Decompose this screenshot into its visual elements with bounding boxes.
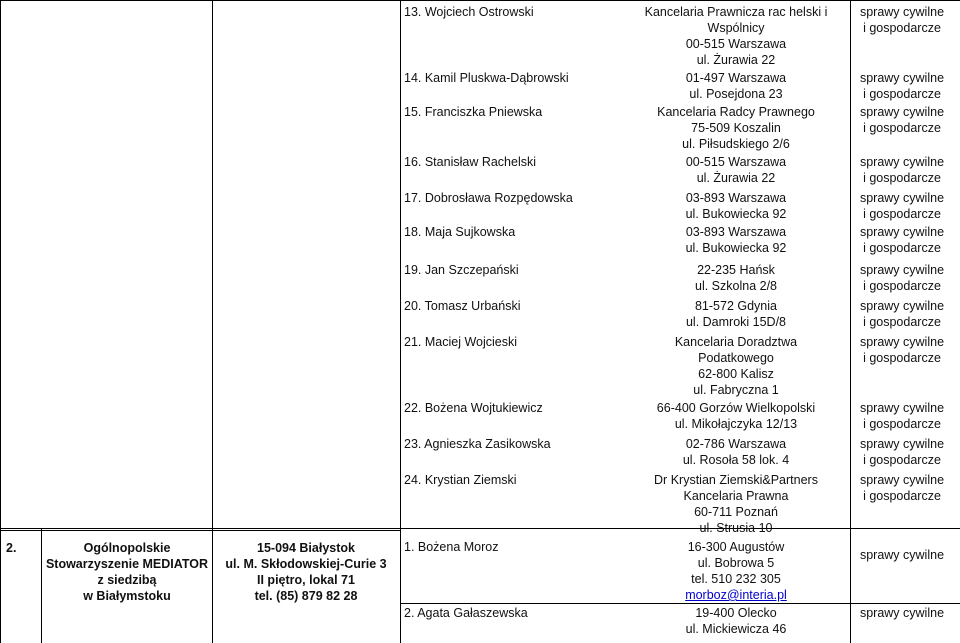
mediator-name: 16. Stanisław Rachelski xyxy=(404,155,537,169)
mediator-address-line: 62-800 Kalisz xyxy=(698,367,774,381)
column-divider-2 xyxy=(41,528,42,643)
org-address-line: 15-094 Białystok xyxy=(257,541,355,555)
org-name-line: Ogólnopolskie xyxy=(83,541,171,555)
mediator-address-line: Dr Krystian Ziemski&Partners xyxy=(654,473,818,487)
mediator-name: 17. Dobrosława Rozpędowska xyxy=(404,191,573,205)
mediator-scope-line: i gospodarcze xyxy=(863,171,941,185)
mediator-address-line: ul. Szkolna 2/8 xyxy=(695,279,777,293)
mediator-name: 15. Franciszka Pniewska xyxy=(404,105,543,119)
mediator-scope-line: i gospodarcze xyxy=(863,21,941,35)
org-name-line: w Białymstoku xyxy=(83,589,171,603)
mediator-address-line: 75-509 Koszalin xyxy=(691,121,781,135)
mediator-scope-line: sprawy cywilne xyxy=(859,5,945,19)
mediator-address-line: ul. Bukowiecka 92 xyxy=(685,241,787,255)
mediator-address-line: ul. Żurawia 22 xyxy=(696,53,776,67)
mediator-address-line: tel. 510 232 305 xyxy=(691,572,781,586)
org-address-line: ul. M. Skłodowskiej-Curie 3 xyxy=(225,557,387,571)
column-divider-1 xyxy=(0,0,1,643)
mediator-scope-line: sprawy cywilne xyxy=(859,548,945,562)
mediator-address-line: 16-300 Augustów xyxy=(687,540,785,554)
divider-row-1 xyxy=(400,603,960,604)
org-name-line: Stowarzyszenie MEDIATOR xyxy=(45,557,209,571)
mediator-address-line: ul. Damroki 15D/8 xyxy=(685,315,787,329)
email-link[interactable]: morboz@interia.pl xyxy=(685,588,787,602)
mediator-scope-line: sprawy cywilne xyxy=(859,606,945,620)
mediator-scope-line: i gospodarcze xyxy=(863,489,941,503)
mediator-address-line: 66-400 Gorzów Wielkopolski xyxy=(656,401,816,415)
mediator-scope-line: sprawy cywilne xyxy=(859,191,945,205)
column-divider-4 xyxy=(400,0,401,643)
mediator-address-line: Podatkowego xyxy=(698,351,774,365)
mediator-scope-line: i gospodarcze xyxy=(863,207,941,221)
mediator-address-line: 01-497 Warszawa xyxy=(685,71,787,85)
mediator-scope-line: i gospodarcze xyxy=(863,279,941,293)
mediator-address-line: Kancelaria Prawnicza rac helski i xyxy=(644,5,828,19)
mediator-address-line: ul. Bukowiecka 92 xyxy=(685,207,787,221)
mediator-address-line: ul. Żurawia 22 xyxy=(696,171,776,185)
mediator-scope-line: sprawy cywilne xyxy=(859,401,945,415)
mediator-address-line: ul. Bobrowa 5 xyxy=(697,556,775,570)
mediator-scope-line: i gospodarcze xyxy=(863,121,941,135)
divider-top xyxy=(0,0,960,1)
mediator-scope-line: sprawy cywilne xyxy=(859,437,945,451)
mediator-address-line: ul. Mickiewicza 46 xyxy=(685,622,787,636)
mediator-address-line: 81-572 Gdynia xyxy=(694,299,777,313)
mediator-address-line: Kancelaria Radcy Prawnego xyxy=(657,105,815,119)
mediator-name: 20. Tomasz Urbański xyxy=(404,299,521,313)
org-name-line: z siedzibą xyxy=(97,573,157,587)
org-address-line: II piętro, lokal 71 xyxy=(257,573,355,587)
mediator-name: 23. Agnieszka Zasikowska xyxy=(404,437,551,451)
email-cell xyxy=(636,587,836,603)
mediator-name: 21. Maciej Wojcieski xyxy=(404,335,518,349)
mediator-address-line: 22-235 Hańsk xyxy=(697,263,775,277)
org-address-line: tel. (85) 879 82 28 xyxy=(254,589,358,603)
mediator-scope-line: i gospodarcze xyxy=(863,241,941,255)
mediator-scope-line: i gospodarcze xyxy=(863,453,941,467)
mediator-address-line: 02-786 Warszawa xyxy=(685,437,787,451)
mediator-scope-line: i gospodarcze xyxy=(863,417,941,431)
mediator-address-line: 00-515 Warszawa xyxy=(685,155,787,169)
mediator-address-line: ul. Strusia 10 xyxy=(699,521,773,535)
mediator-name: 13. Wojciech Ostrowski xyxy=(404,5,534,19)
mediator-name: 2. Agata Gałaszewska xyxy=(404,606,528,620)
column-divider-5 xyxy=(850,0,851,643)
mediator-address-line: ul. Fabryczna 1 xyxy=(693,383,779,397)
mediator-address-line: Kancelaria Prawna xyxy=(683,489,789,503)
mediator-address-line: 19-400 Olecko xyxy=(695,606,777,620)
mediator-name: 24. Krystian Ziemski xyxy=(404,473,517,487)
mediator-address-line: 03-893 Warszawa xyxy=(685,225,787,239)
mediator-scope-line: sprawy cywilne xyxy=(859,71,945,85)
mediator-name: 22. Bożena Wojtukiewicz xyxy=(404,401,543,415)
mediator-name: 19. Jan Szczepański xyxy=(404,263,519,277)
mediator-address-line: ul. Rosoła 58 lok. 4 xyxy=(682,453,790,467)
mediator-scope-line: i gospodarcze xyxy=(863,351,941,365)
divider-org-2 xyxy=(0,530,400,531)
mediator-address-line: Wspólnicy xyxy=(707,21,765,35)
mediator-scope-line: sprawy cywilne xyxy=(859,105,945,119)
mediator-scope-line: sprawy cywilne xyxy=(859,225,945,239)
mediator-scope-line: sprawy cywilne xyxy=(859,335,945,349)
mediator-address-line: Kancelaria Doradztwa xyxy=(674,335,798,349)
mediator-scope-line: sprawy cywilne xyxy=(859,473,945,487)
mediator-scope-line: sprawy cywilne xyxy=(859,155,945,169)
mediator-address-line: 03-893 Warszawa xyxy=(685,191,787,205)
org-number: 2. xyxy=(6,541,17,555)
mediator-address-line: 60-711 Poznań xyxy=(694,505,778,519)
mediator-scope-line: i gospodarcze xyxy=(863,87,941,101)
mediator-name: 18. Maja Sujkowska xyxy=(404,225,516,239)
mediator-scope-line: sprawy cywilne xyxy=(859,263,945,277)
mediator-scope-line: i gospodarcze xyxy=(863,315,941,329)
mediator-name: 1. Bożena Moroz xyxy=(404,540,499,554)
column-divider-3 xyxy=(212,0,213,643)
mediator-address-line: ul. Mikołajczyka 12/13 xyxy=(674,417,798,431)
mediator-address-line: 00-515 Warszawa xyxy=(685,37,787,51)
mediator-address-line: ul. Piłsudskiego 2/6 xyxy=(682,137,790,151)
mediator-scope-line: sprawy cywilne xyxy=(859,299,945,313)
mediator-name: 14. Kamil Pluskwa-Dąbrowski xyxy=(404,71,569,85)
mediator-address-line: ul. Posejdona 23 xyxy=(689,87,783,101)
